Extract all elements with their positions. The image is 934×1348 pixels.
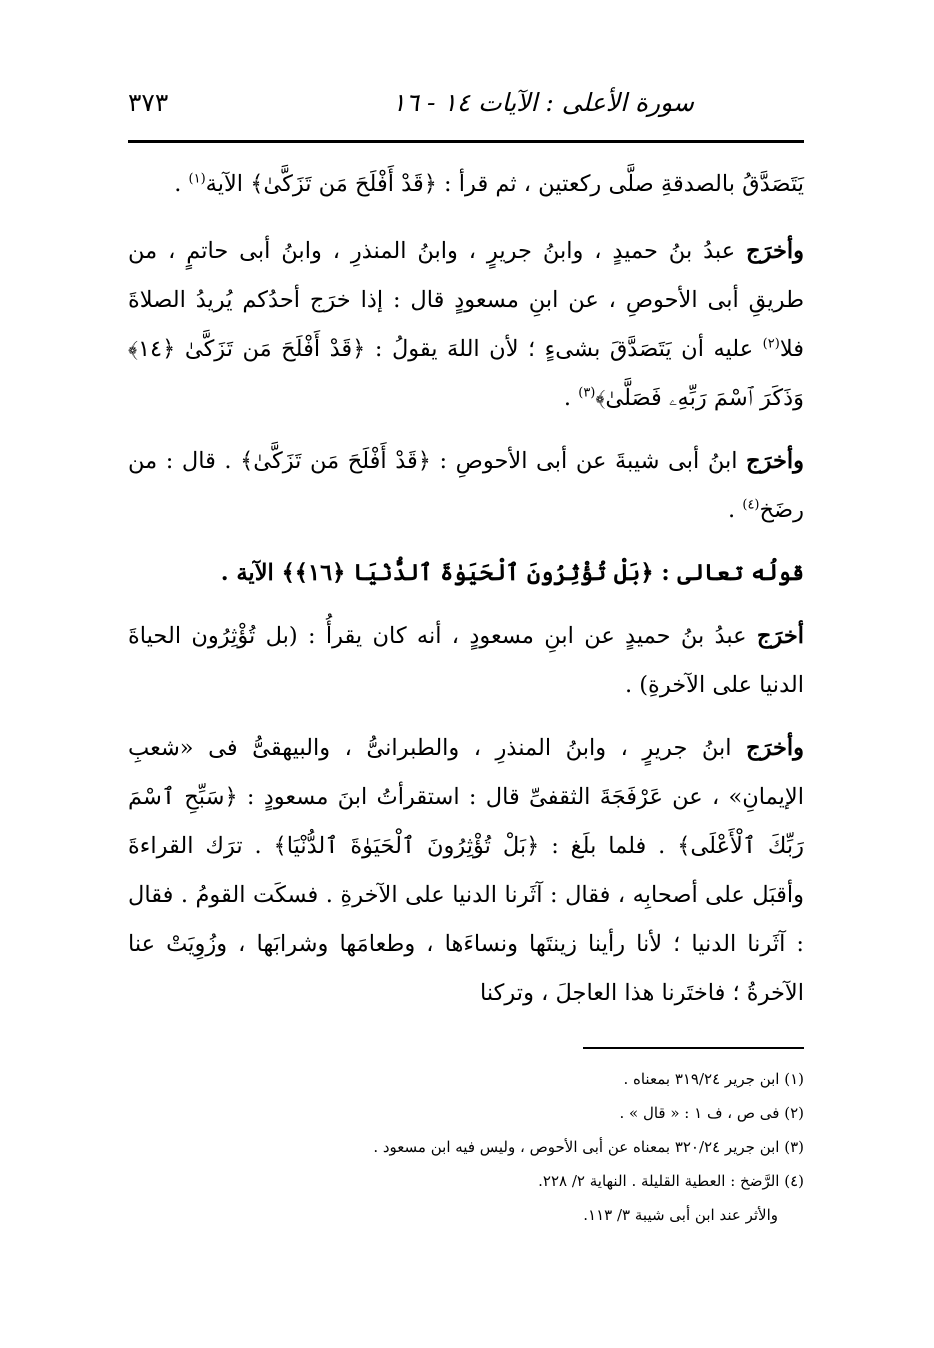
paragraph-3 (128, 437, 804, 535)
verse-heading-lead: قولُه تعالى : (661, 560, 804, 586)
footnote-rule (583, 1047, 804, 1049)
paragraph-5 (128, 612, 804, 710)
paragraph-text: يَتَصَدَّقُ بالصدقةِ صلَّى ركعتين ، ثم قرأ : ﴿قَدْ أَفْلَحَ مَن تَزَكَّىٰ﴾ الآية (205, 171, 804, 197)
footnote-2: (٢) فى ص ، ف ١ : « قال » . (619, 1104, 804, 1122)
footnote-ref-2[interactable]: (٢) (762, 336, 780, 352)
footnote-4-continuation: والأثر عند ابن أبى شيبة ٣/ ١١٣. (583, 1206, 778, 1224)
footnote-4: (٤) الرَّضخ : العطية القليلة . النهاية ٢/ ٢٢٨. (538, 1172, 804, 1190)
paragraph-4-verse-heading (128, 549, 804, 598)
paragraph-tail: . (174, 171, 189, 197)
page-header (128, 82, 804, 126)
paragraph-tail-2: . (563, 385, 579, 411)
paragraph-1 (128, 160, 804, 209)
paragraph-text: عبدُ بنُ حميدٍ عن ابنِ مسعودٍ ، أنه كان يقرأُ : (بل تُؤْثِرُون الحياةَ الدنيا على الآخرةِ) . (128, 623, 804, 698)
verse-heading-text: ﴿بَلْ تُؤْثِرُونَ ٱلْحَيَوٰةَ ٱلدُّنْيَا ﴿١٦﴾﴾ الآية . (220, 560, 662, 586)
paragraph-2 (128, 227, 804, 423)
page-number: ٣٧٣ (128, 88, 169, 117)
paragraph-text: ابنُ جريرٍ ، وابنُ المنذرِ ، والطبرانىُّ ، والبيهقىُّ فى «شعبِ الإيمانِ» ، عن عَرْفَجَةَ الثقفىِّ قال : استقرأتُ ابنَ مسعودٍ : ﴿سَبِّحِ ٱسْمَ رَبِّكَ ٱلْأَعْلَى﴾ . فلما بلَغ : ﴿بَلْ تُؤْثِرُونَ ٱلْحَيَوٰةَ ٱلدُّنْيَا﴾ . ترَك القراءةَ وأقبَل على أصحابِه ، فقال : آثَرنا الدنيا على الآخرةِ . فسكَت القومُ . فقال : آثَرنا الدنيا ؛ لأنا رأينا زينتَها ونساءَها ، وطعامَها وشرابَها ، وزُوِيَتْ عنا الآخرةُ ؛ فاختَرنا هذا العاجلَ ، وتركنا (128, 735, 804, 1006)
paragraph-text: عبدُ بنُ حميدٍ ، وابنُ جريرٍ ، وابنُ المنذرِ ، وابنُ أبى حاتمٍ ، من طريقِ أبى الأحوصِ ، عن ابنِ مسعودٍ قال : إذا خرَج أحدُكم يُريدُ الصلاةَ فلا (128, 238, 804, 362)
paragraph-6 (128, 724, 804, 1018)
footnote-1: (١) ابن جرير ٣١٩/٢٤ بمعناه . (623, 1070, 804, 1088)
paragraph-lead: وأخرَج (746, 238, 804, 264)
footnote-ref-1[interactable]: (١) (188, 171, 206, 187)
footnote-ref-4[interactable]: (٤) (742, 497, 760, 513)
paragraph-lead: أخرَج (756, 623, 804, 649)
running-title: سورة الأعلى : الآيات ١٤ - ١٦ (392, 88, 694, 117)
footnotes (150, 1062, 804, 1232)
paragraph-lead: وأخرَج (746, 448, 804, 474)
footnote-ref-3[interactable]: (٣) (578, 385, 596, 401)
paragraph-tail: عليه أن يَتَصَدَّقَ بشىءٍ ؛ لأن اللهَ يقولُ : ﴿قَدْ أَفْلَحَ مَن تَزَكَّىٰ ﴿١٤﴾ وَذَكَرَ ٱسْمَ رَبِّهِۦ فَصَلَّىٰ﴾ (128, 336, 804, 411)
paragraph-lead: وأخرَج (746, 735, 804, 761)
paragraph-text: ابنُ أبى شيبةَ عن أبى الأحوصِ : ﴿قَدْ أَفْلَحَ مَن تَزَكَّىٰ﴾ . قال : من رضَخ (128, 448, 804, 523)
main-text (128, 160, 804, 1032)
footnote-3: (٣) ابن جرير ٣٢٠/٢٤ بمعناه عن أبى الأحوص ، وليس فيه ابن مسعود . (373, 1138, 804, 1156)
paragraph-tail: . (728, 497, 743, 523)
header-rule (128, 140, 804, 143)
